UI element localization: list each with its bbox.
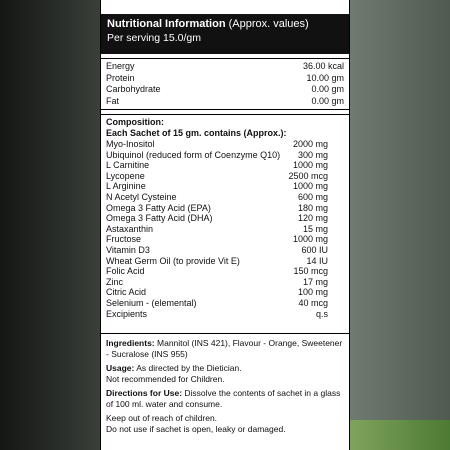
row-value: 2000 mg	[292, 139, 328, 149]
row-value: 1000 mg	[292, 181, 328, 192]
row-value: 600 mg	[297, 191, 328, 202]
usage-note: Usage: As directed by the Dietician.	[106, 363, 242, 373]
nutrition-facts-table	[101, 58, 349, 110]
row-name: Fructose	[106, 234, 142, 245]
row-name: Wheat Germ Oil (to provide Vit E)	[106, 255, 240, 266]
table-row	[106, 298, 344, 309]
do-not-use-note: Do not use if sachet is open, leaky or damaged.	[106, 423, 286, 434]
row-name: Zinc	[106, 276, 124, 287]
composition-heading: Composition:	[106, 117, 164, 127]
nutrition-title: Nutritional Information (Approx. values)	[107, 18, 309, 30]
row-name: Omega 3 Fatty Acid (EPA)	[106, 202, 211, 213]
row-value: 1000 mg	[292, 160, 328, 171]
composition-table	[101, 114, 349, 334]
label-notes	[101, 338, 349, 434]
row-name: Citric Acid	[106, 287, 147, 298]
table-row	[106, 287, 344, 298]
row-value: 10.00 gm	[306, 72, 344, 83]
row-name: Myo-Inositol	[106, 139, 155, 149]
row-value: 2500 mcg	[288, 170, 328, 181]
table-row	[106, 277, 344, 288]
table-row	[106, 256, 344, 267]
table-row	[106, 266, 344, 277]
row-value: q.s	[315, 308, 328, 319]
table-row	[106, 245, 344, 256]
table-row	[106, 234, 344, 245]
keep-out-note: Keep out of reach of children.	[106, 413, 218, 423]
table-row	[106, 309, 344, 320]
table-row	[106, 192, 344, 203]
row-value: 120 mg	[297, 213, 328, 224]
row-value: 180 mg	[297, 202, 328, 213]
row-name: Energy	[106, 61, 135, 71]
row-name: Vitamin D3	[106, 244, 150, 255]
row-name: L Arginine	[106, 181, 146, 192]
row-value: 600 IU	[301, 244, 328, 255]
table-row	[106, 160, 344, 171]
row-name: Astaxanthin	[106, 223, 154, 234]
row-name: N Acetyl Cysteine	[106, 191, 177, 202]
row-name: Lycopene	[106, 170, 145, 181]
table-row	[106, 61, 344, 73]
row-value: 36.00 kcal	[302, 61, 344, 71]
row-name: Omega 3 Fatty Acid (DHA)	[106, 213, 213, 224]
row-value: 40 mcg	[298, 297, 328, 308]
row-value: 14 IU	[306, 255, 328, 266]
row-name: Selenium - (elemental)	[106, 297, 197, 308]
table-row	[106, 73, 344, 85]
package-left-edge	[0, 0, 100, 450]
row-name: Excipients	[106, 308, 148, 319]
table-row	[106, 171, 344, 182]
row-name: Carbohydrate	[106, 84, 161, 94]
package-green-strip	[350, 420, 450, 450]
row-value: 15 mg	[302, 223, 328, 234]
row-name: Protein	[106, 72, 135, 83]
ingredients-note: Ingredients: Mannitol (INS 421), Flavour - Orange, Sweetener - Sucralose (INS 955)	[106, 338, 343, 359]
row-value: 300 mg	[297, 149, 328, 160]
table-row	[106, 96, 344, 108]
row-name: Fat	[106, 95, 120, 106]
table-row	[106, 181, 344, 192]
nutrition-header	[101, 14, 349, 54]
package-right-edge	[350, 0, 450, 450]
row-name: L Carnitine	[106, 160, 150, 171]
table-row	[106, 203, 344, 214]
table-row	[106, 213, 344, 224]
row-value: 0.00 gm	[311, 95, 344, 106]
nutrition-label	[100, 0, 350, 450]
row-value: 0.00 gm	[311, 84, 344, 94]
table-row	[106, 150, 344, 161]
directions-note: Directions for Use: Dissolve the contents of sachet in a glass of 100 ml. water and consume.	[106, 388, 341, 409]
row-name: Folic Acid	[106, 266, 145, 277]
not-recommended-note: Not recommended for Children.	[106, 373, 225, 384]
composition-subheading: Each Sachet of 15 gm. contains (Approx.):	[106, 128, 287, 138]
table-row	[106, 224, 344, 235]
row-value: 17 mg	[302, 276, 328, 287]
row-name: Ubiquinol (reduced form of Coenzyme Q10)	[106, 149, 281, 160]
table-row	[106, 139, 344, 150]
row-value: 100 mg	[297, 287, 328, 298]
serving-size: Per serving 15.0/gm	[107, 32, 201, 44]
row-value: 1000 mg	[292, 234, 328, 245]
table-row	[106, 84, 344, 96]
row-value: 150 mcg	[293, 266, 328, 277]
